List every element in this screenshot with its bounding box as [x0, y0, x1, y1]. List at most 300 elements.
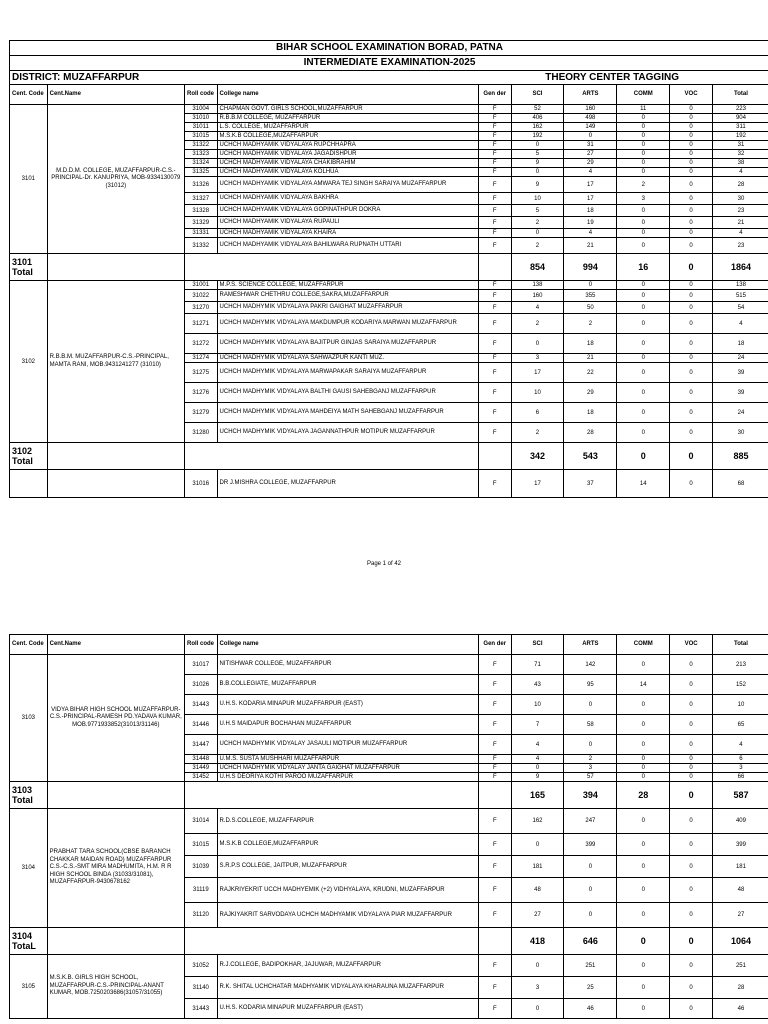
total-label: 3102 Total [10, 443, 48, 470]
arts-cell: 17 [564, 177, 617, 193]
total-voc: 0 [670, 928, 713, 955]
total-cell: 409 [712, 809, 768, 834]
header-college-name: College name [217, 635, 478, 655]
arts-cell: 0 [564, 132, 617, 141]
header-voc: VOC [670, 85, 713, 105]
sci-cell: 4 [511, 755, 564, 764]
roll-code: 31452 [184, 773, 217, 782]
roll-code: 31280 [184, 423, 217, 443]
arts-cell: 4 [564, 168, 617, 177]
roll-code: 31326 [184, 177, 217, 193]
total-cell: 311 [712, 123, 768, 132]
total-row [10, 443, 768, 470]
gender-cell: F [478, 193, 511, 205]
voc-cell: 0 [670, 123, 713, 132]
voc-cell: 0 [670, 238, 713, 254]
college-name: UCHCH MADHYAMIK VIDYALAYA JAGADISHPUR [217, 150, 478, 159]
voc-cell: 0 [670, 205, 713, 217]
voc-cell: 0 [670, 999, 713, 1019]
roll-code: 31275 [184, 363, 217, 383]
roll-code: 31052 [184, 955, 217, 977]
total-cell: 21 [712, 217, 768, 229]
comm-cell: 0 [617, 999, 670, 1019]
sci-cell: 17 [511, 363, 564, 383]
header-total: Total [712, 85, 768, 105]
voc-cell: 0 [670, 114, 713, 123]
comm-cell: 0 [617, 977, 670, 999]
total-cell: 39 [712, 383, 768, 403]
gender-cell: F [478, 105, 511, 114]
table-row [10, 470, 768, 498]
total-cell: 152 [712, 675, 768, 695]
roll-code: 31325 [184, 168, 217, 177]
total-cell: 65 [712, 715, 768, 735]
total-cell: 54 [712, 302, 768, 314]
total-comm: 16 [617, 254, 670, 281]
total-cell: 138 [712, 281, 768, 290]
total-row [10, 782, 768, 809]
sci-cell: 138 [511, 281, 564, 290]
arts-cell: 3 [564, 764, 617, 773]
roll-code: 31324 [184, 159, 217, 168]
arts-cell: 18 [564, 205, 617, 217]
gender-cell: F [479, 878, 512, 903]
voc-cell: 0 [670, 755, 713, 764]
header-gender: Gen der [479, 635, 512, 655]
roll-code: 31015 [184, 132, 217, 141]
empty-cell [47, 928, 184, 955]
sci-cell: 9 [511, 773, 564, 782]
center-name: M.D.D.M. COLLEGE, MUZAFFARPUR-C.S.-PRINCIPAL-Dr. KANUPRIYA, MOB-9334130079 (31012) [47, 105, 184, 254]
roll-code: 31332 [184, 238, 217, 254]
header-comm: COMM [617, 635, 670, 655]
voc-cell: 0 [670, 281, 713, 290]
total-cell: 4 [712, 229, 768, 238]
total-cell: 31 [712, 141, 768, 150]
header-total: Total [712, 635, 768, 655]
voc-cell: 0 [670, 878, 713, 903]
sci-cell: 5 [511, 150, 564, 159]
comm-cell: 0 [617, 205, 670, 217]
roll-code: 31322 [184, 141, 217, 150]
group-3104 [10, 809, 768, 955]
arts-cell: 50 [564, 302, 617, 314]
gender-cell: F [478, 238, 511, 254]
gender-cell: F [479, 903, 512, 928]
gender-cell: F [478, 302, 511, 314]
college-name: UCHCH MADHYMIK VIDYALAYA MARWAPAKAR SARAIYA MUZAFFARPUR [217, 363, 478, 383]
total-cell: 223 [712, 105, 768, 114]
arts-cell: 95 [564, 675, 617, 695]
college-name: UCHCH MADHYMIK VIDYALAY JANTA GAIGHAT MUZAFFARPUR [217, 764, 478, 773]
sci-cell: 2 [511, 238, 564, 254]
total-cell: 39 [712, 363, 768, 383]
header-college-name: College name [217, 85, 478, 105]
college-name: UCHCH MADHYAMIK VIDYALAYA RUPCHHAPRA [217, 141, 478, 150]
sci-cell: 162 [511, 123, 564, 132]
sci-cell: 0 [511, 168, 564, 177]
roll-code: 31329 [184, 217, 217, 229]
sci-cell: 2 [511, 423, 564, 443]
sci-cell: 160 [511, 290, 564, 302]
sci-cell: 17 [511, 470, 564, 498]
college-name: UCHCH MADHYMIK VIDYALAYA BALTHI GAUSI SAHEBGANJ MUZAFFARPUR [217, 383, 478, 403]
center-code: 3102 [10, 281, 48, 443]
gender-cell: F [478, 281, 511, 290]
total-cell: 6 [712, 755, 768, 764]
arts-cell: 29 [564, 383, 617, 403]
gender-cell: F [479, 977, 512, 999]
arts-cell: 18 [564, 334, 617, 354]
center-name: PRABHAT TARA SCHOOL(CBSE BARANCH CHAKKAR MAIDAN ROAD) MUZAFFARPUR C.S.-C.S.-SMT MIRA MADHUMITA, H.M. R R HIGH SCHOOL BINDA (31033/31081), MUZAFFARPUR-9430678162 [47, 809, 184, 928]
sci-cell: 43 [511, 675, 564, 695]
roll-code: 31327 [184, 193, 217, 205]
sci-cell: 10 [511, 383, 564, 403]
total-cell: 4 [712, 168, 768, 177]
gender-cell: F [478, 229, 511, 238]
college-name: NITISHWAR COLLEGE, MUZAFFARPUR [217, 655, 478, 675]
college-name: DR J.MISHRA COLLEGE, MUZAFFARPUR [217, 470, 478, 498]
sci-cell: 5 [511, 205, 564, 217]
empty-cell [479, 928, 512, 955]
header-row [10, 85, 768, 105]
arts-cell: 31 [564, 141, 617, 150]
voc-cell: 0 [670, 314, 713, 334]
comm-cell: 0 [617, 363, 670, 383]
arts-cell: 142 [564, 655, 617, 675]
roll-code: 31449 [184, 764, 217, 773]
college-name: UCHCH MADHYMIK VIDYALAYA SAHWAZPUR KANTI MUZ. [217, 354, 478, 363]
voc-cell: 0 [670, 403, 713, 423]
college-name: UCHCH MADHYAMIK VIDYALAYA RUPAULI [217, 217, 478, 229]
comm-cell: 14 [617, 470, 670, 498]
group-3101 [10, 105, 768, 281]
gender-cell: F [478, 177, 511, 193]
voc-cell: 0 [670, 903, 713, 928]
sci-cell: 162 [511, 809, 564, 834]
gender-cell: F [479, 735, 512, 755]
comm-cell: 0 [617, 159, 670, 168]
arts-cell: 57 [564, 773, 617, 782]
roll-code: 31331 [184, 229, 217, 238]
sci-cell: 181 [511, 856, 564, 878]
gender-cell: F [479, 999, 512, 1019]
comm-cell: 0 [617, 735, 670, 755]
comm-cell: 0 [617, 403, 670, 423]
gender-cell: F [479, 764, 512, 773]
comm-cell: 14 [617, 675, 670, 695]
empty-cell [47, 443, 184, 470]
comm-cell: 0 [617, 114, 670, 123]
roll-code: 31448 [184, 755, 217, 764]
total-row [10, 928, 768, 955]
arts-cell: 149 [564, 123, 617, 132]
arts-cell: 355 [564, 290, 617, 302]
gender-cell: F [478, 470, 511, 498]
total-voc: 0 [670, 254, 713, 281]
total-cell: 32 [712, 150, 768, 159]
roll-code: 31276 [184, 383, 217, 403]
arts-cell: 27 [564, 150, 617, 159]
sci-cell: 71 [511, 655, 564, 675]
total-cell: 66 [712, 773, 768, 782]
total-cell: 24 [712, 354, 768, 363]
arts-cell: 247 [564, 809, 617, 834]
comm-cell: 0 [617, 755, 670, 764]
arts-cell: 2 [564, 755, 617, 764]
arts-cell: 18 [564, 403, 617, 423]
table-row [10, 955, 768, 977]
roll-code: 31328 [184, 205, 217, 217]
group-3103 [10, 655, 768, 809]
group-3102 [10, 281, 768, 470]
roll-code: 31026 [184, 675, 217, 695]
comm-cell: 0 [617, 123, 670, 132]
gender-cell: F [478, 383, 511, 403]
sci-cell: 0 [511, 334, 564, 354]
center-name: R.B.B.M. MUZAFFARPUR-C.S.-PRINCIPAL, MAMTA RANI, MOB.9431241277 (31010) [47, 281, 184, 443]
sci-cell: 4 [511, 302, 564, 314]
roll-code: 31271 [184, 314, 217, 334]
sci-cell: 0 [511, 834, 564, 856]
gender-cell: F [479, 755, 512, 764]
comm-cell: 0 [617, 334, 670, 354]
voc-cell: 0 [670, 809, 713, 834]
gender-cell: F [479, 809, 512, 834]
roll-code: 31446 [184, 715, 217, 735]
college-name: U.H.S DEORIYA KOTHI PAROO MUZAFFARPUR [217, 773, 478, 782]
center-name: M.S.K.B. GIRLS HIGH SCHOOL, MUZAFFARPUR-C.S.-PRINCIPAL-ANANT KUMAR, MOB.7250203686(31057/31055) [47, 955, 184, 1019]
college-name: UCHCH MADHYMIK VIDYALAYA PAKRI GAIGHAT MUZAFFARPUR [217, 302, 478, 314]
arts-cell: 0 [564, 856, 617, 878]
sci-cell: 2 [511, 217, 564, 229]
total-cell: 27 [712, 903, 768, 928]
total-cell: 46 [712, 999, 768, 1019]
arts-cell: 2 [564, 314, 617, 334]
comm-cell: 0 [617, 290, 670, 302]
gender-cell: F [479, 834, 512, 856]
sci-cell: 10 [511, 695, 564, 715]
sci-cell: 9 [511, 159, 564, 168]
college-name: UCHCH MADHYAMIK VIDYALAYA CHAKIBRAHIM [217, 159, 478, 168]
roll-code: 31014 [184, 809, 217, 834]
voc-cell: 0 [670, 105, 713, 114]
gender-cell: F [478, 123, 511, 132]
roll-code: 31004 [184, 105, 217, 114]
gender-cell: F [479, 773, 512, 782]
header-roll-code: Roll code [184, 635, 217, 655]
total-voc: 0 [670, 782, 713, 809]
comm-cell: 0 [617, 302, 670, 314]
college-name: UCHCH MADHYMIK VIDYALAYA BAJITPUR GINJAS SARAIYA MUZAFFARPUR [217, 334, 478, 354]
total-arts: 543 [564, 443, 617, 470]
total-arts: 994 [564, 254, 617, 281]
header-sci: SCI [511, 635, 564, 655]
college-name: R.K. SHITAL UCHCHATAR MADHYAMIK VIDYALAYA KHARAUNA MUZAFFARPUR [217, 977, 478, 999]
college-name: R.B.B.M COLLEGE, MUZAFFARPUR [217, 114, 478, 123]
center-code: 3101 [10, 105, 48, 254]
college-name: UCHCH MADHYMIK VIDYALAYA MAKDUMPUR KODARIYA MARWAN MUZAFFARPUR [217, 314, 478, 334]
center-name: VIDYA BIHAR HIGH SCHOOL MUZAFFARPUR-C.S.-PRINCIPAL-RAMESH PD.YADAVA KUMAR, MOB.9771933852(31013/31146) [47, 655, 184, 782]
comm-cell: 0 [617, 132, 670, 141]
comm-cell: 0 [617, 764, 670, 773]
voc-cell: 0 [670, 856, 713, 878]
total-cell: 4 [712, 735, 768, 755]
total-cell: 68 [712, 470, 768, 498]
gender-cell: F [478, 354, 511, 363]
college-name: U.H.S MAIDAPUR BOCHAHAN MUZAFFARPUR [217, 715, 478, 735]
district-label: DISTRICT: MUZAFFARPUR [10, 71, 479, 85]
roll-code: 31120 [184, 903, 217, 928]
empty-cell [184, 254, 478, 281]
college-name: R.D.S.COLLEGE, MUZAFFARPUR [217, 809, 478, 834]
voc-cell: 0 [670, 193, 713, 205]
college-name: UCHCH MADHYAMIK VIDYALAYA BAKHRA [217, 193, 478, 205]
total-cell: 38 [712, 159, 768, 168]
total-label: 3104 TotaL [10, 928, 48, 955]
voc-cell: 0 [670, 423, 713, 443]
header-row [10, 635, 768, 655]
college-name: U.M.S. SUSTA MUSHHARI MUZAFFARPUR [217, 755, 478, 764]
comm-cell: 0 [617, 955, 670, 977]
voc-cell: 0 [670, 363, 713, 383]
comm-cell: 0 [617, 168, 670, 177]
total-cell: 10 [712, 695, 768, 715]
sci-cell: 7 [511, 715, 564, 735]
sci-cell: 6 [511, 403, 564, 423]
total-cell: 23 [712, 238, 768, 254]
total-cell: 30 [712, 193, 768, 205]
sci-cell: 0 [511, 764, 564, 773]
college-name: L.S. COLLEGE, MUZAFFARPUR [217, 123, 478, 132]
comm-cell: 0 [617, 903, 670, 928]
voc-cell: 0 [670, 334, 713, 354]
roll-code: 31323 [184, 150, 217, 159]
gender-cell: F [479, 655, 512, 675]
gender-cell: F [479, 856, 512, 878]
total-comm: 28 [617, 782, 670, 809]
total-cell: 213 [712, 655, 768, 675]
voc-cell: 0 [670, 290, 713, 302]
comm-cell: 0 [617, 150, 670, 159]
total-cell: 4 [712, 314, 768, 334]
sci-cell: 52 [511, 105, 564, 114]
comm-cell: 0 [617, 834, 670, 856]
college-name: B.B.COLLEGIATE, MUZAFFARPUR [217, 675, 478, 695]
sci-cell: 27 [511, 903, 564, 928]
total-cell: 3 [712, 764, 768, 773]
header-cent-code: Cent. Code [10, 85, 48, 105]
gender-cell: F [478, 363, 511, 383]
sci-cell: 3 [511, 354, 564, 363]
sci-cell: 0 [511, 955, 564, 977]
table-row [10, 655, 768, 675]
comm-cell: 0 [617, 856, 670, 878]
center-code: 3105 [10, 955, 48, 1019]
gender-cell: F [478, 168, 511, 177]
arts-cell: 498 [564, 114, 617, 123]
sci-cell: 0 [511, 229, 564, 238]
gender-cell: F [479, 955, 512, 977]
total-label: 3101 Total [10, 254, 48, 281]
roll-code: 31274 [184, 354, 217, 363]
roll-code: 31272 [184, 334, 217, 354]
comm-cell: 2 [617, 177, 670, 193]
college-name: UCHCH MADHYMIK VIDYALAYA JAGANNATHPUR MOTIPUR MUZAFFARPUR [217, 423, 478, 443]
sci-cell: 2 [511, 314, 564, 334]
total-comm: 0 [617, 928, 670, 955]
arts-cell: 0 [564, 878, 617, 903]
empty-cell [184, 443, 478, 470]
gender-cell: F [478, 205, 511, 217]
empty-cell [184, 782, 478, 809]
college-name: M.P.S. SCIENCE COLLEGE, MUZAFFARPUR [217, 281, 478, 290]
roll-code: 31001 [184, 281, 217, 290]
gender-cell: F [478, 403, 511, 423]
roll-code: 31443 [184, 999, 217, 1019]
total-sci: 342 [511, 443, 564, 470]
gender-cell: F [478, 150, 511, 159]
total-grand: 1064 [712, 928, 768, 955]
empty-cell [47, 254, 184, 281]
college-name: UCHCH MADHYMIK VIDYALAY JASAULI MOTIPUR MUZAFFARPUR [217, 735, 478, 755]
comm-cell: 0 [617, 354, 670, 363]
voc-cell: 0 [670, 383, 713, 403]
gender-cell: F [479, 715, 512, 735]
comm-cell: 0 [617, 314, 670, 334]
header-sci: SCI [511, 85, 564, 105]
arts-cell: 22 [564, 363, 617, 383]
total-cell: 28 [712, 177, 768, 193]
sci-cell: 4 [511, 735, 564, 755]
college-name: U.H.S. KODARIA MINAPUR MUZAFFARPUR (EAST) [217, 695, 478, 715]
total-cell: 28 [712, 977, 768, 999]
college-name: RAJKRIYEKRIT UCCH MADHYEMIK (+2) VIDHYALAYA, KRUDNI, MUZAFFARPUR [217, 878, 478, 903]
roll-code: 31443 [184, 695, 217, 715]
total-sci: 854 [511, 254, 564, 281]
arts-cell: 28 [564, 423, 617, 443]
total-row [10, 254, 768, 281]
section-title: THEORY CENTER TAGGING [478, 71, 768, 85]
comm-cell: 0 [617, 281, 670, 290]
group-3105 [10, 955, 768, 1019]
gender-cell: F [479, 675, 512, 695]
sci-cell: 406 [511, 114, 564, 123]
total-cell: 251 [712, 955, 768, 977]
voc-cell: 0 [670, 141, 713, 150]
voc-cell: 0 [670, 715, 713, 735]
comm-cell: 0 [617, 715, 670, 735]
college-name: M.S.K.B COLLEGE,MUZAFFARPUR [217, 834, 478, 856]
gender-cell: F [478, 141, 511, 150]
college-name: UCHCH MADHYAMIK VIDYALAYA KOLHUA [217, 168, 478, 177]
total-sci: 165 [511, 782, 564, 809]
roll-code: 31119 [184, 878, 217, 903]
empty-cell [184, 928, 478, 955]
total-cell: 181 [712, 856, 768, 878]
header-comm: COMM [617, 85, 670, 105]
voc-cell: 0 [670, 773, 713, 782]
roll-code: 31270 [184, 302, 217, 314]
voc-cell: 0 [670, 159, 713, 168]
arts-cell: 21 [564, 354, 617, 363]
roll-code: 31140 [184, 977, 217, 999]
voc-cell: 0 [670, 695, 713, 715]
voc-cell: 0 [670, 955, 713, 977]
roll-code: 31039 [184, 856, 217, 878]
roll-code: 31010 [184, 114, 217, 123]
total-cell: 48 [712, 878, 768, 903]
